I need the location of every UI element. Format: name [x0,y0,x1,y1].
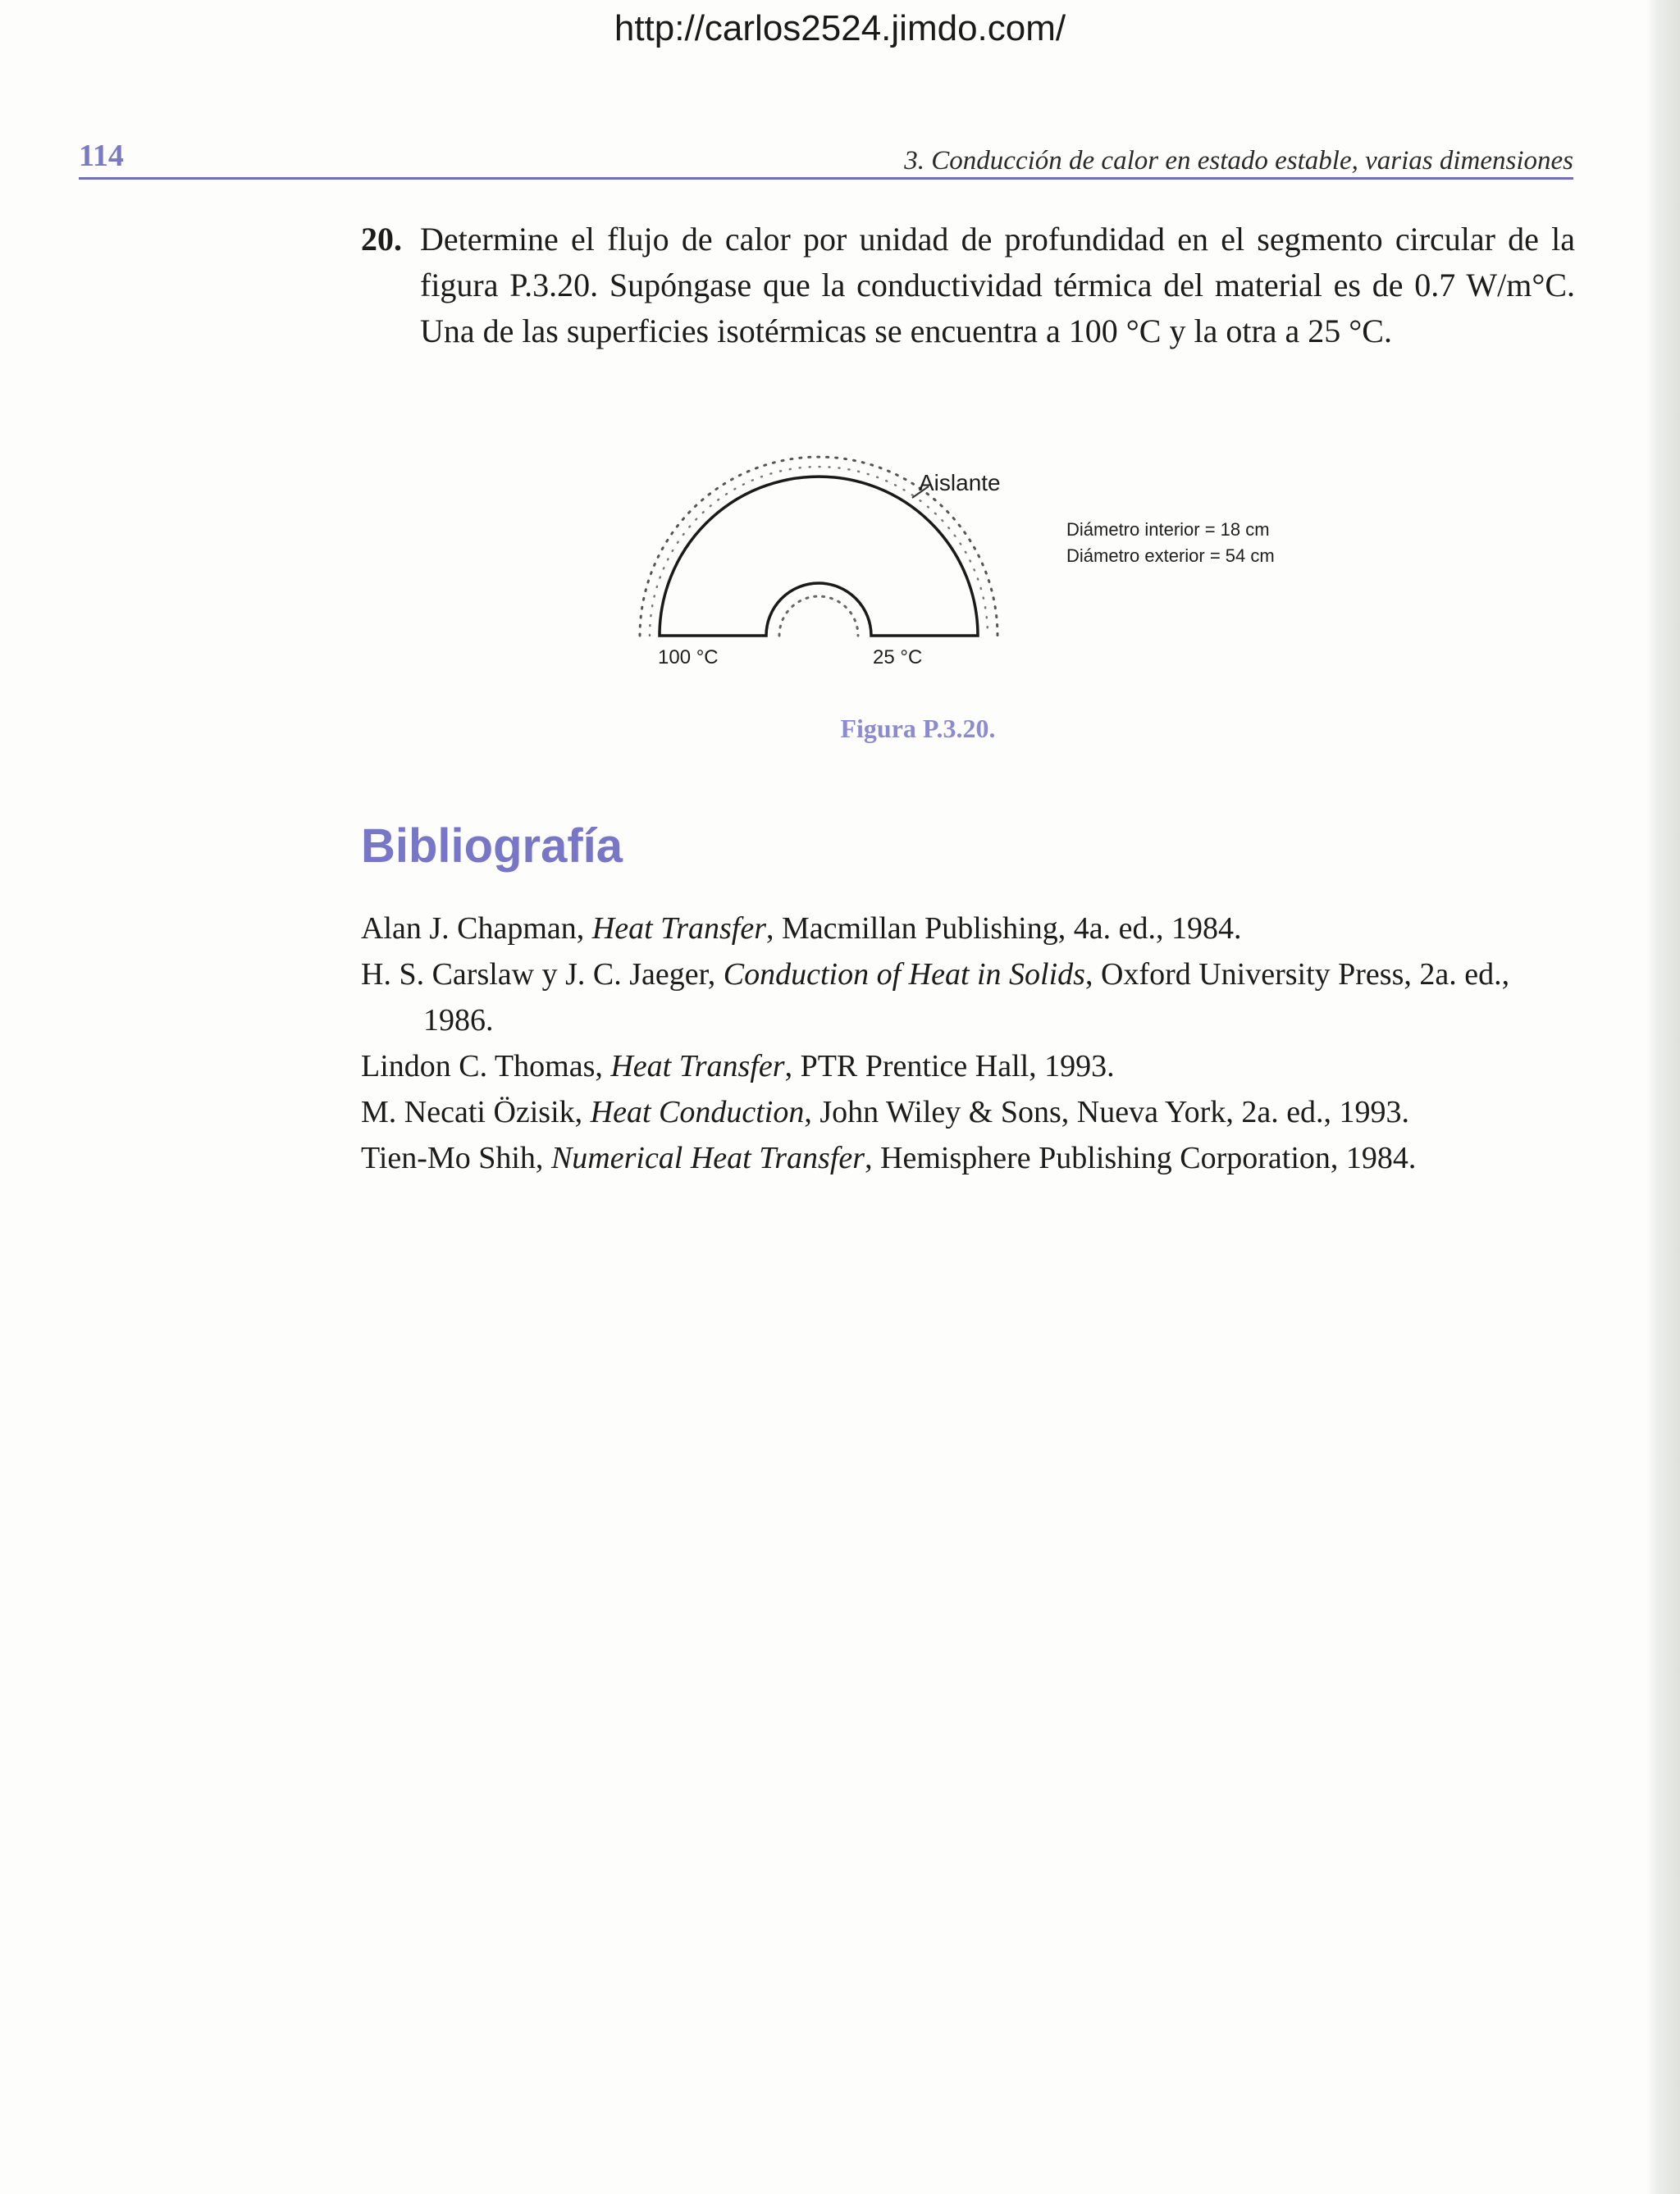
figure-p3-20 [623,447,1362,693]
entry-publisher: , John Wiley & Sons, Nueva York, 2a. ed., 1993. [804,1095,1410,1129]
bibliography-entry [361,1089,1575,1135]
source-url[interactable]: http://carlos2524.jimdo.com/ [614,8,1066,48]
temperature-left-label: 100 °C [658,646,719,668]
temperature-right-label: 25 °C [873,646,923,668]
inner-diameter-label: Diámetro interior = 18 cm [1066,519,1270,540]
entry-title: Heat Conduction [590,1095,805,1129]
bibliography-title: Bibliografía [361,819,623,873]
entry-publisher: , Hemisphere Publishing Corporation, 1984. [865,1141,1417,1175]
entry-author: H. S. Carslaw y J. C. Jaeger, [361,957,724,992]
entry-author: Tien-Mo Shih, [361,1141,551,1175]
entry-author: Lindon C. Thomas, [361,1049,611,1083]
problem-20 [361,217,1575,354]
entry-title: Heat Transfer [610,1049,785,1083]
entry-publisher: , PTR Prentice Hall, 1993. [784,1049,1115,1083]
header-rule [79,177,1573,180]
half-annulus-outline [660,477,978,636]
entry-author: Alan J. Chapman, [361,911,592,946]
running-head: 3. Conducción de calor en estado estable, varias dimensiones [904,146,1573,176]
page-edge-shadow [1646,0,1680,2194]
entry-author: M. Necati Özisik, [361,1095,591,1129]
bibliography-entry [361,1135,1575,1181]
insulation-inner-dots [779,596,858,636]
entry-publisher: , Macmillan Publishing, 4a. ed., 1984. [766,911,1242,946]
bibliography-entry [361,905,1575,951]
insulation-label: Aislante [919,470,1001,495]
entry-title: Heat Transfer [591,911,766,946]
bibliography-list [361,905,1575,1181]
problem-text: Determine el flujo de calor por unidad de profundidad en el segmento circular de la figura P.3.20. Supóngase que la conductividad térmica del material es de 0.7 W/m°C. Una de las superficies isotérmicas se encuentra a 100 °C y la otra a 25 °C. [420,221,1575,349]
entry-publisher: , Oxford University Press, 2a. ed., 1986. [423,957,1510,1038]
page-number: 114 [79,139,124,173]
problem-number: 20. [361,221,402,258]
bibliography-entry [361,1043,1575,1089]
entry-title: Conduction of Heat in Solids [723,957,1085,992]
outer-diameter-label: Diámetro exterior = 54 cm [1066,545,1275,566]
bibliography-entry [361,951,1575,1043]
entry-title: Numerical Heat Transfer [550,1141,865,1175]
figure-caption: Figura P.3.20. [840,714,996,743]
